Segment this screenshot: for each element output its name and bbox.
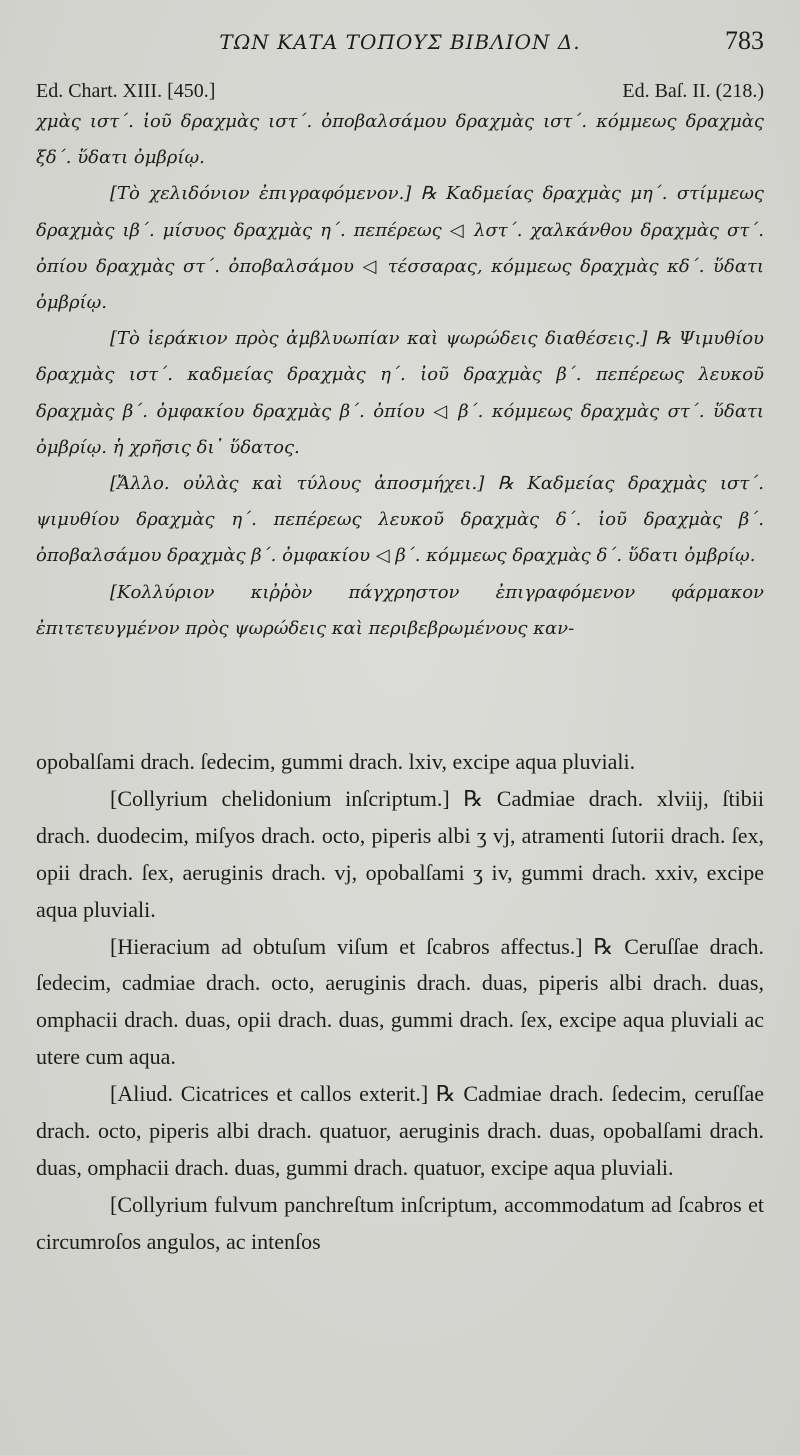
greek-paragraph: [Κολλύριον κιῤῥὸν πάγχρηστον ἐπιγραφόμενον φάρμακον ἐπιτετευγμένον πρὸς ψωρώδεις καὶ περιβεβρωμένους καν- xyxy=(36,581,764,639)
greek-paragraph: [Τὸ χελιδόνιον ἐπιγραφόμενον.] ℞ Καδμείας δραχμὰς μη΄. στίμμεως δραχμὰς ιβ΄. μίσυος δραχμὰς η΄. πεπέρεως ◁ λστ΄. χαλκάνθου δραχμὰς στ΄. ὀπίου δραχμὰς στ΄. ὀποβαλσάμου ◁ τέσσαρας, κόμμεως δραχμὰς κδ΄. ὕδατι ὀμβρίῳ. xyxy=(36,183,764,314)
latin-paragraph: [Aliud. Cicatrices et callos exterit.] ℞ Cadmiae drach. ſedecim, ceruſſae drach. octo, piperis albi drach. quatuor, aeruginis drach. duas, opobalſami drach. duas, omphacii drach. duas, gummi drach. quatuor, excipe aqua pluviali. xyxy=(36,1081,764,1180)
running-title: ΤΩΝ ΚΑΤΑ ΤΟΠΟΥΣ ΒΙΒΛΙΟΝ Δ. xyxy=(219,30,581,54)
greek-paragraph: [Τὸ ἱεράκιον πρὸς ἀμβλυωπίαν καὶ ψωρώδεις διαθέσεις.] ℞ Ψιμυθίου δραχμὰς ιστ΄. καδμείας δραχμὰς η΄. ἰοῦ δραχμὰς β΄. πεπέρεως λευκοῦ δραχμὰς β΄. ὀμφακίου δραχμὰς β΄. ὀπίου ◁ β΄. κόμμεως δραχμὰς στ΄. ὕδατι ὀμβρίῳ. ἡ χρῆσις δι᾿ ὕδατος. xyxy=(36,328,764,458)
latin-text-block xyxy=(36,744,764,1261)
latin-paragraph: [Hieracium ad obtuſum viſum et ſcabros affectus.] ℞ Ceruſſae drach. ſedecim, cadmiae drach. octo, aeruginis drach. duas, piperis albi drach. duas, omphacii drach. duas, opii drach. duas, gummi drach. ſex, excipe aqua pluviali ac utere cum aqua. xyxy=(36,933,764,1070)
edition-chart-reference: Ed. Chart. XIII. [450.] xyxy=(36,80,216,102)
edition-reference-line xyxy=(36,80,764,106)
greek-paragraph: χμὰς ιστ΄. ἰοῦ δραχμὰς ιστ΄. ὀποβαλσάμου δραχμὰς ιστ΄. κόμμεως δραχμὰς ξδ΄. ὕδατι ὀμβρίῳ. xyxy=(36,111,764,169)
greek-paragraph: [Ἄλλο. οὐλὰς καὶ τύλους ἀποσμήχει.] ℞ Καδμείας δραχμὰς ιστ΄. ψιμυθίου δραχμὰς η΄. πεπέρεως λευκοῦ δραχμὰς δ΄. ἰοῦ δραχμὰς β΄. ὀποβαλσάμου δραχμὰς β΄. ὀμφακίου ◁ β΄. κόμμεως δραχμὰς δ΄. ὕδατι ὀμβρίῳ. xyxy=(36,473,764,567)
latin-paragraph: [Collyrium fulvum panchreſtum inſcriptum, accommodatum ad ſcabros et circumroſos angulos, ac intenſos xyxy=(36,1191,764,1254)
greek-text-block xyxy=(36,104,764,647)
latin-paragraph: [Collyrium chelidonium inſcriptum.] ℞ Cadmiae drach. xlviij, ſtibii drach. duodecim, miſyos drach. octo, piperis albi ʒ vj, atramenti ſutorii drach. ſex, opii drach. ſex, aeruginis drach. vj, opobalſami ʒ iv, gummi drach. xxiv, excipe aqua pluviali. xyxy=(36,785,764,922)
running-head xyxy=(0,26,800,60)
latin-paragraph: opobalſami drach. ſedecim, gummi drach. lxiv, excipe aqua pluviali. xyxy=(36,749,636,774)
page-number: 783 xyxy=(725,26,764,55)
edition-basel-reference: Ed. Baſ. II. (218.) xyxy=(622,80,764,102)
